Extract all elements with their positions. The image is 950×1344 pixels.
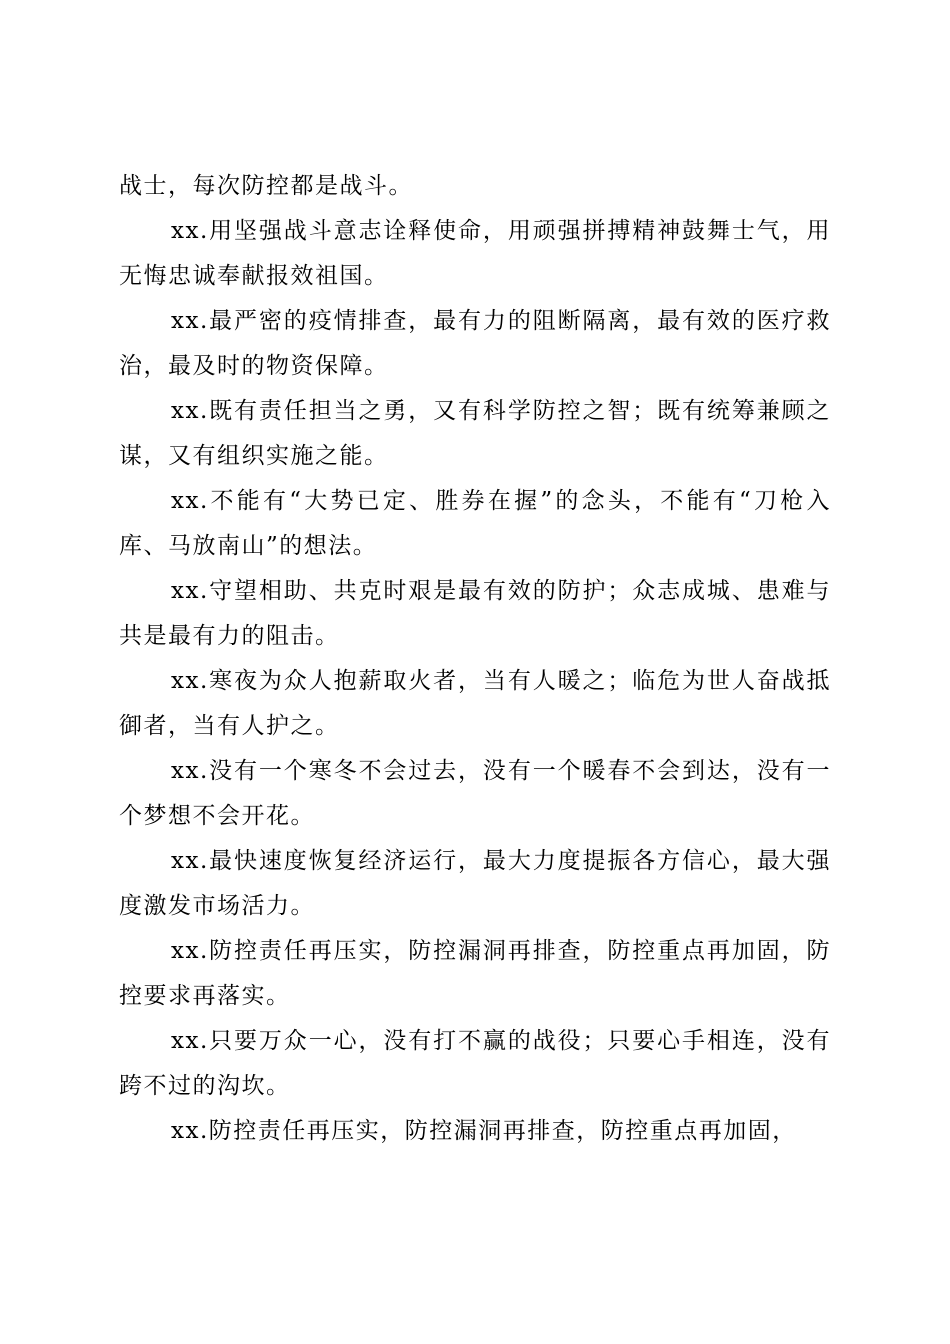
paragraph-3: xx.最严密的疫情排查，最有力的阻断隔离，最有效的医疗救治，最及时的物资保障。 — [119, 308, 831, 379]
paragraph-5: xx.不能有“大势已定、胜券在握”的念头，不能有“刀枪入库、马放南山”的想法。 — [119, 488, 831, 559]
paragraph-7: xx.寒夜为众人抱薪取火者，当有人暖之；临危为世人奋战抵御者，当有人护之。 — [119, 668, 831, 739]
paragraph-10: xx.防控责任再压实，防控漏洞再排查，防控重点再加固，防控要求再落实。 — [119, 938, 831, 1009]
paragraph-6: xx.守望相助、共克时艰是最有效的防护；众志成城、患难与共是最有力的阻击。 — [119, 578, 831, 649]
paragraph-1: 战士，每次防控都是战斗。 — [119, 173, 413, 199]
paragraph-4: xx.既有责任担当之勇，又有科学防控之智；既有统筹兼顾之谋，又有组织实施之能。 — [119, 398, 831, 469]
paragraph-8: xx.没有一个寒冬不会过去，没有一个暖春不会到达，没有一个梦想不会开花。 — [119, 758, 831, 829]
paragraph-2: xx.用坚强战斗意志诠释使命，用顽强拼搏精神鼓舞士气，用无悔忠诚奉献报效祖国。 — [119, 218, 831, 289]
paragraph-11: xx.只要万众一心，没有打不赢的战役；只要心手相连，没有跨不过的沟坎。 — [119, 1028, 831, 1099]
paragraph-12: xx.防控责任再压实，防控漏洞再排查，防控重点再加固， — [171, 1118, 797, 1144]
paragraph-9: xx.最快速度恢复经济运行，最大力度提振各方信心，最大强度激发市场活力。 — [119, 848, 831, 919]
document-body — [119, 164, 831, 1154]
